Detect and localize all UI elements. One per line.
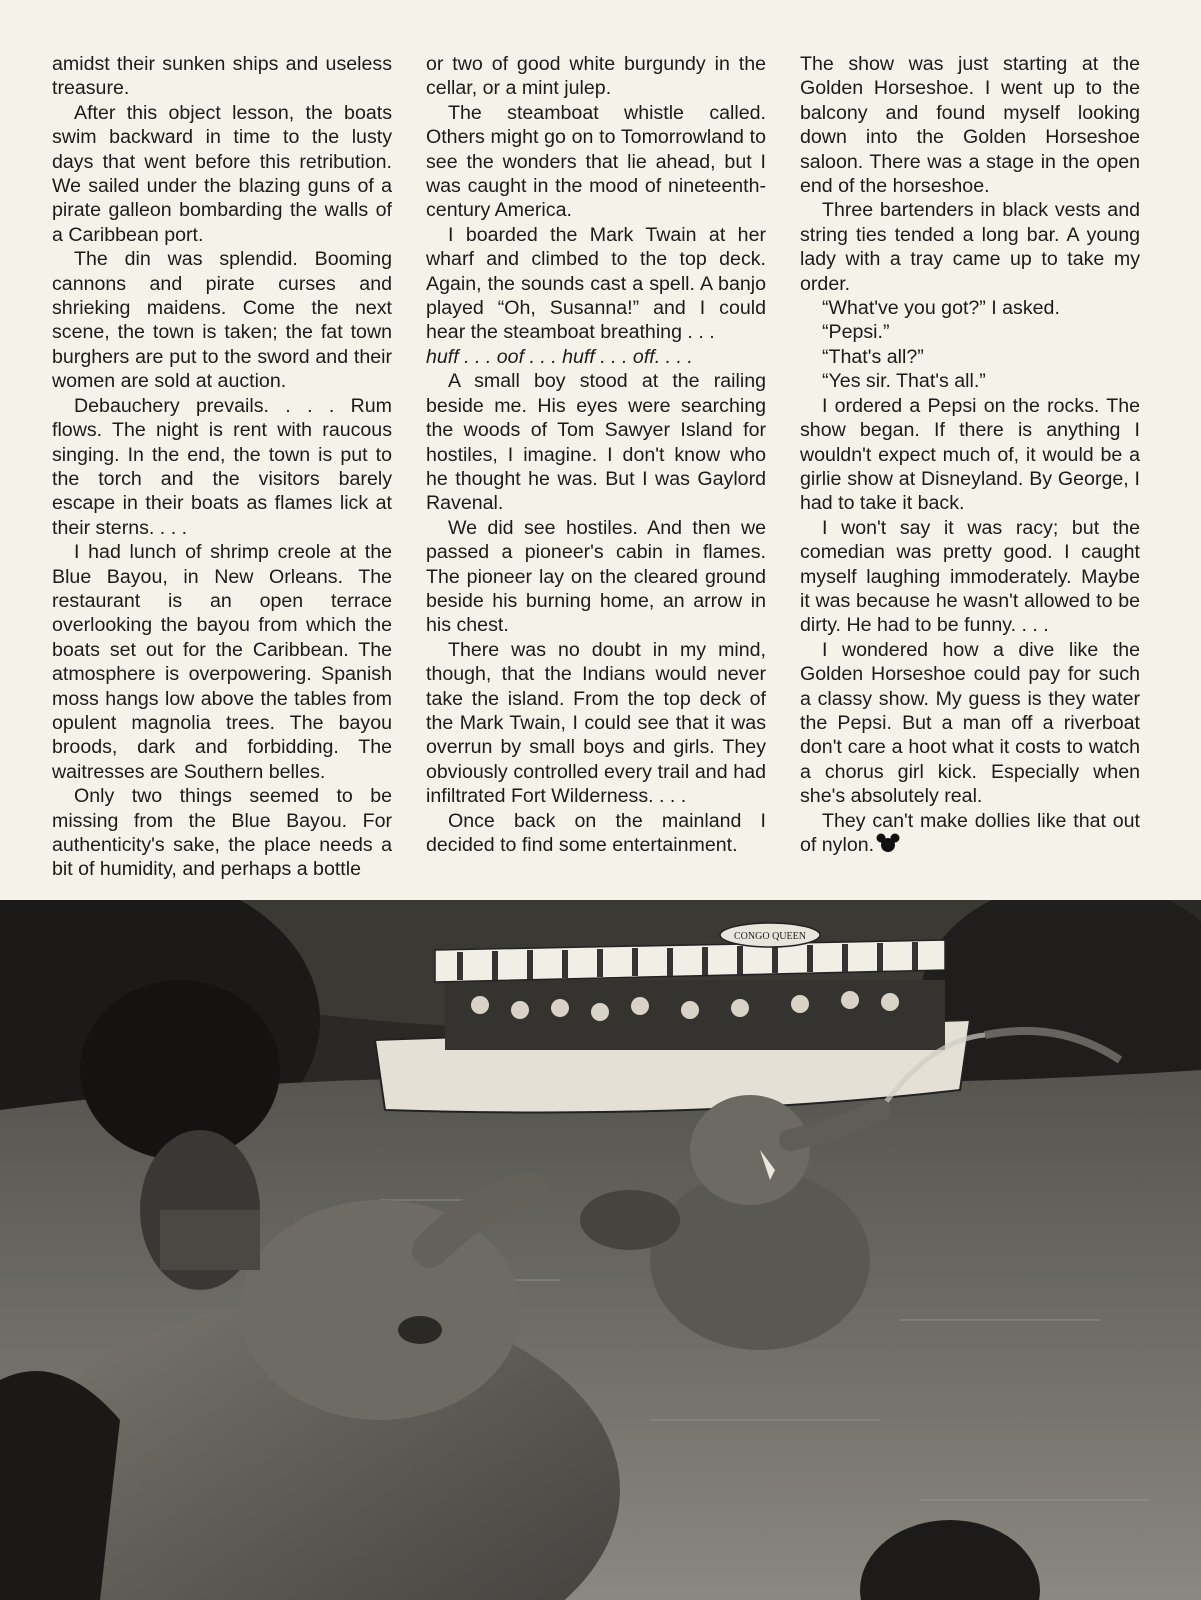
paragraph: A small boy stood at the railing beside me. His eyes were searching the woods of Tom Sawyer Island for hostiles, I imagine. I don't know who he thought he was. But I was Gaylord Ravenal.: [426, 370, 766, 515]
paragraph: Once back on the mainland I decided to find some entertainment.: [426, 809, 766, 856]
elephant-submerged: [580, 1190, 680, 1250]
column-1: [52, 52, 392, 892]
paragraph: Only two things seemed to be missing from the Blue Bayou. For authenticity's sake, the place needs a bit of humidity, and perhaps a bottle: [52, 785, 392, 881]
paragraph: After this object lesson, the boats swim backward in time to the lusty days that went before this retribution. We sailed under the blazing guns of a pirate galleon bombarding the walls of a Caribbean port.: [52, 101, 392, 246]
dialogue-line: “What've you got?” I asked.: [822, 297, 1060, 320]
boat-name: CONGO QUEEN: [734, 931, 806, 942]
paragraph: There was no doubt in my mind, though, that the Indians would never take the island. From the top deck of the Mark Twain, I could see that it was overrun by small boys and girls. They obviously controlled every trail and had infiltrated Fort Wilderness. . . .: [426, 638, 766, 808]
paragraph: amidst their sunken ships and useless treasure.: [52, 53, 392, 100]
paragraph: or two of good white burgundy in the cellar, or a mint julep.: [426, 53, 766, 100]
closing-text: They can't make dollies like that out of nylon.: [800, 809, 1140, 856]
dialogue-line: “That's all?”: [822, 345, 924, 368]
paragraph: The din was splendid. Booming cannons and pirate curses and shrieking maidens. Come the next scene, the town is taken; the fat town burghers are put to the sword and their women are sold at auction.: [52, 248, 392, 393]
paragraph: The show was just starting at the Golden Horseshoe. I went up to the balcony and found myself looking down into the Golden Horseshoe saloon. There was a stage in the open end of the horseshoe.: [800, 53, 1140, 198]
paragraph: We did see hostiles. And then we passed a pioneer's cabin in flames. The pioneer lay on the cleared ground beside his burning home, an arrow in his chest.: [426, 516, 766, 637]
paragraph-italic: huff . . . oof . . . huff . . . off. . . .: [426, 345, 693, 368]
article-text: [52, 52, 1142, 892]
column-2: [426, 52, 766, 892]
photo-illustration: [0, 900, 1201, 1600]
paragraph: I wondered how a dive like the Golden Horseshoe could pay for such a classy show. My guess is they water the Pepsi. But a man off a riverboat don't care a hoot what it costs to watch a chorus girl kick. Especially when she's absolutely real.: [800, 638, 1140, 808]
congo-queen-boat: [375, 923, 970, 1113]
paragraph: Three bartenders in black vests and string ties tended a long bar. A young lady with a tray came up to take my order.: [800, 199, 1140, 295]
dialogue-line: “Pepsi.”: [822, 321, 890, 344]
column-3: [800, 52, 1140, 892]
paragraph: The steamboat whistle called. Others might go on to Tomorrowland to see the wonders that lie ahead, but I was caught in the mood of nineteenth-century America.: [426, 101, 766, 222]
closing-paragraph: [800, 809, 1140, 858]
dialogue-line: “Yes sir. That's all.”: [822, 370, 986, 393]
jungle-cruise-photo: [0, 900, 1201, 1600]
paragraph: I won't say it was racy; but the comedian was pretty good. I caught myself laughing immoderately. Maybe it was because he wasn't allowed to be dirty. He had to be funny. . . .: [800, 516, 1140, 637]
paragraph: I ordered a Pepsi on the rocks. The show began. If there is anything I wouldn't expect much of, it would be a girlie show at Disneyland. By George, I had to take it back.: [800, 394, 1140, 515]
paragraph: Debauchery prevails. . . . Rum flows. The night is rent with raucous singing. In the end, the town is put to the torch and the visitors barely escape in their boats as flames lick at their sterns. . . .: [52, 394, 392, 539]
paragraph: I boarded the Mark Twain at her wharf and climbed to the top deck. Again, the sounds cast a spell. A banjo played “Oh, Susanna!” and I could hear the steamboat breathing . . .: [426, 223, 766, 344]
paragraph: I had lunch of shrimp creole at the Blue Bayou, in New Orleans. The restaurant is an open terrace overlooking the bayou from which the boats set out for the Caribbean. The atmosphere is overpowering. Spanish moss hangs low above the tables from opulent magnolia trees. The bayou broods, dark and forbidding. The waitresses are Southern belles.: [52, 541, 392, 783]
mickey-icon: [876, 833, 900, 853]
